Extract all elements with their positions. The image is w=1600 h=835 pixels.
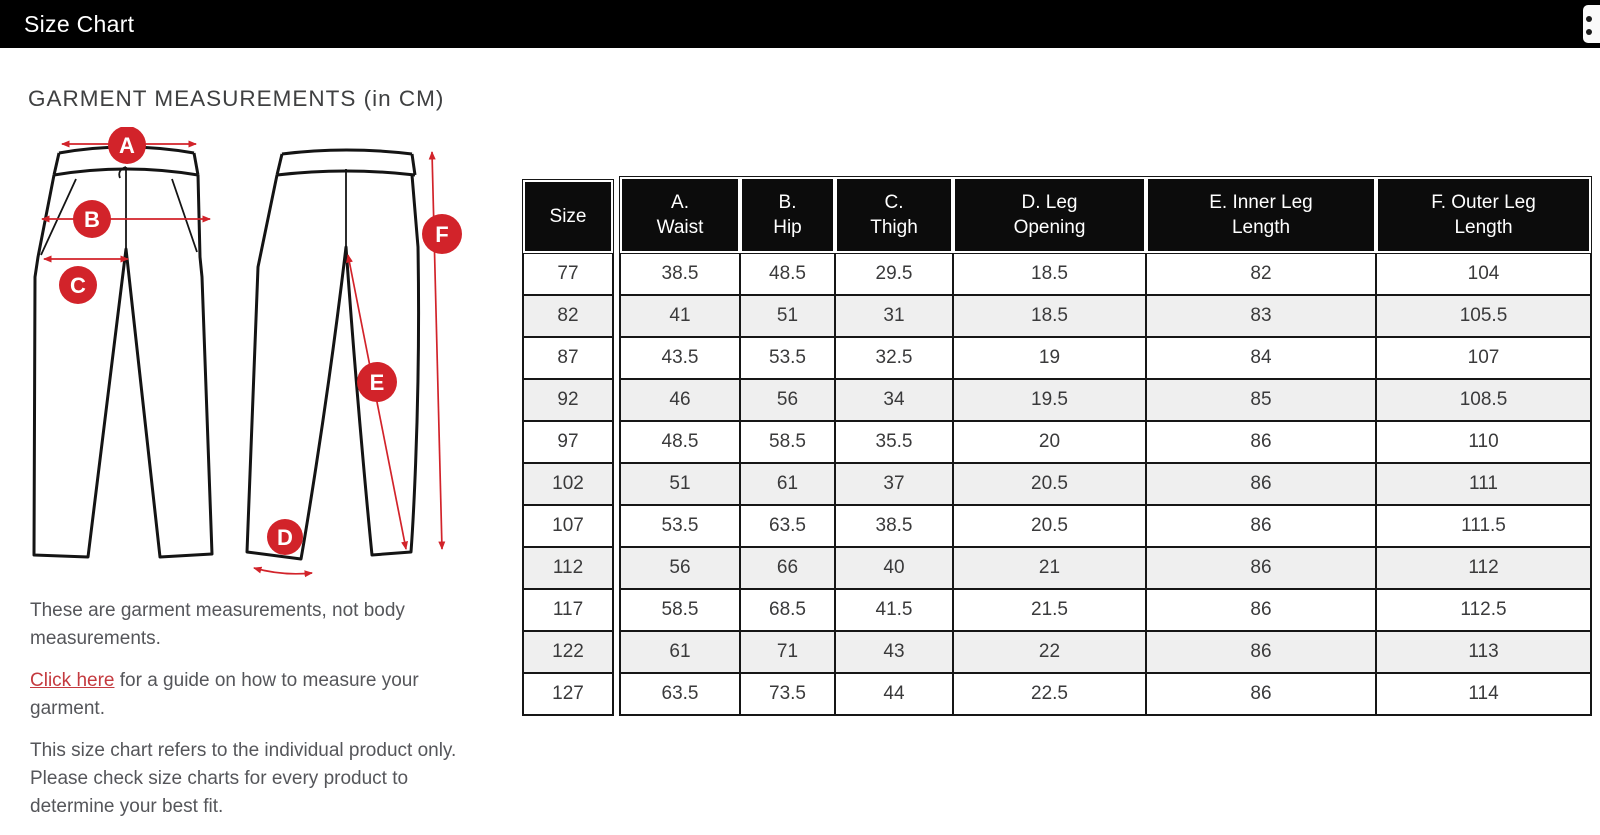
measurement-cell: 68.5: [740, 589, 835, 631]
size-row: [523, 337, 613, 379]
measurement-cell: 43: [835, 631, 953, 673]
measurement-cell: 22.5: [953, 673, 1146, 715]
measurement-cell: 41.5: [835, 589, 953, 631]
measurement-cell: 20: [953, 421, 1146, 463]
svg-text:E: E: [369, 370, 385, 395]
measurement-cell: 20.5: [953, 463, 1146, 505]
size-row: [523, 253, 613, 295]
pants-front-outline: [34, 147, 212, 557]
measurements-table: [619, 176, 1592, 716]
measurement-cell: 86: [1146, 463, 1376, 505]
page-title: GARMENT MEASUREMENTS (in CM): [28, 86, 445, 111]
size-cell: 97: [523, 421, 613, 463]
measurement-cell: 35.5: [835, 421, 953, 463]
measurement-cell: 105.5: [1376, 295, 1591, 337]
size-row: [523, 547, 613, 589]
column-header-leg-opening: D. Leg Opening: [953, 177, 1146, 253]
measurement-cell: 104: [1376, 253, 1591, 295]
measurement-cell: 41: [620, 295, 740, 337]
measurement-cell: 86: [1146, 673, 1376, 715]
measurement-cell: 84: [1146, 337, 1376, 379]
size-row: [523, 673, 613, 715]
measurement-cell: 111: [1376, 463, 1591, 505]
measurement-cell: 86: [1146, 421, 1376, 463]
measurement-cell: 32.5: [835, 337, 953, 379]
measurement-cell: 112.5: [1376, 589, 1591, 631]
marker-e: [357, 362, 397, 402]
measurement-cell: 63.5: [740, 505, 835, 547]
measurement-cell: 22: [953, 631, 1146, 673]
measure-guide-link[interactable]: Click here: [30, 670, 115, 691]
table-row: [620, 463, 1591, 505]
table-row: [620, 547, 1591, 589]
measurement-cell: 18.5: [953, 295, 1146, 337]
measurement-cell: 61: [740, 463, 835, 505]
measurement-cell: 86: [1146, 589, 1376, 631]
table-row: [620, 673, 1591, 715]
measurement-cell: 73.5: [740, 673, 835, 715]
measurement-cell: 20.5: [953, 505, 1146, 547]
measurement-cell: 111.5: [1376, 505, 1591, 547]
measurement-cell: 34: [835, 379, 953, 421]
measurement-cell: 38.5: [620, 253, 740, 295]
size-row: [523, 589, 613, 631]
column-header-inner-leg: E. Inner Leg Length: [1146, 177, 1376, 253]
column-header-size: Size: [523, 180, 613, 253]
measurement-cell: 71: [740, 631, 835, 673]
table-row: [620, 337, 1591, 379]
measurement-cell: 44: [835, 673, 953, 715]
size-cell: 112: [523, 547, 613, 589]
measurement-cell: 43.5: [620, 337, 740, 379]
table-row: [620, 379, 1591, 421]
pants-back-outline: [247, 150, 419, 559]
size-cell: 77: [523, 253, 613, 295]
modal-title: Size Chart: [24, 11, 135, 37]
measurement-cell: 53.5: [740, 337, 835, 379]
marker-f: [422, 214, 462, 254]
size-cell: 117: [523, 589, 613, 631]
size-cell: 122: [523, 631, 613, 673]
marker-c: [59, 266, 97, 304]
measurement-cell: 19: [953, 337, 1146, 379]
measurement-cell: 21.5: [953, 589, 1146, 631]
notes-block: [30, 597, 492, 835]
table-row: [620, 421, 1591, 463]
measurement-cell: 46: [620, 379, 740, 421]
size-row: [523, 505, 613, 547]
column-header-waist: A. Waist: [620, 177, 740, 253]
measurement-cell: 29.5: [835, 253, 953, 295]
note-garment: These are garment measurements, not body measurements.: [30, 600, 405, 649]
measurement-cell: 56: [740, 379, 835, 421]
measurement-cell: 108.5: [1376, 379, 1591, 421]
measurement-cell: 51: [740, 295, 835, 337]
measurement-cell: 66: [740, 547, 835, 589]
marker-d: [267, 519, 303, 555]
svg-text:D: D: [277, 525, 293, 550]
column-header-outer-leg: F. Outer Leg Length: [1376, 177, 1591, 253]
measurement-cell: 113: [1376, 631, 1591, 673]
size-row: [523, 631, 613, 673]
svg-text:C: C: [70, 273, 86, 298]
table-row: [620, 505, 1591, 547]
close-button[interactable]: [1583, 5, 1600, 43]
size-row: [523, 463, 613, 505]
measurement-cell: 58.5: [740, 421, 835, 463]
measurement-cell: 114: [1376, 673, 1591, 715]
measurement-cell: 21: [953, 547, 1146, 589]
measurement-cell: 107: [1376, 337, 1591, 379]
size-cell: 102: [523, 463, 613, 505]
size-table: [522, 176, 1592, 716]
note-guide: [30, 667, 492, 723]
garment-diagram: [14, 127, 484, 587]
size-cell: 87: [523, 337, 613, 379]
note-guide-rest: for a guide on how to measure your garment.: [30, 670, 419, 719]
measurement-cell: 19.5: [953, 379, 1146, 421]
marker-a: [108, 127, 146, 164]
size-cell: 127: [523, 673, 613, 715]
measurement-cell: 86: [1146, 547, 1376, 589]
marker-b: [73, 200, 111, 238]
measurement-cell: 110: [1376, 421, 1591, 463]
measurement-cell: 58.5: [620, 589, 740, 631]
table-row: [620, 631, 1591, 673]
measurement-cell: 48.5: [620, 421, 740, 463]
table-row: [620, 589, 1591, 631]
close-icon: [1586, 16, 1592, 22]
column-header-hip: B. Hip: [740, 177, 835, 253]
measurement-cell: 53.5: [620, 505, 740, 547]
column-header-thigh: C. Thigh: [835, 177, 953, 253]
svg-text:A: A: [119, 133, 135, 158]
measurement-cell: 51: [620, 463, 740, 505]
svg-text:F: F: [435, 222, 449, 247]
size-cell: 107: [523, 505, 613, 547]
size-cell: 82: [523, 295, 613, 337]
measurement-cell: 86: [1146, 631, 1376, 673]
measurement-cell: 38.5: [835, 505, 953, 547]
table-row: [620, 253, 1591, 295]
header-bar: [0, 0, 1600, 48]
measurement-cell: 40: [835, 547, 953, 589]
measurement-cell: 18.5: [953, 253, 1146, 295]
measurement-cell: 82: [1146, 253, 1376, 295]
size-row: [523, 379, 613, 421]
close-icon: [1586, 29, 1592, 35]
measurement-cell: 37: [835, 463, 953, 505]
measurement-cell: 86: [1146, 505, 1376, 547]
size-cell: 92: [523, 379, 613, 421]
measurement-cell: 112: [1376, 547, 1591, 589]
table-row: [620, 295, 1591, 337]
measurement-cell: 48.5: [740, 253, 835, 295]
measurement-cell: 85: [1146, 379, 1376, 421]
size-row: [523, 421, 613, 463]
svg-text:B: B: [84, 207, 100, 232]
measurement-cell: 31: [835, 295, 953, 337]
measurement-cell: 83: [1146, 295, 1376, 337]
measurement-cell: 61: [620, 631, 740, 673]
measurement-cell: 63.5: [620, 673, 740, 715]
size-column-table: [522, 179, 614, 716]
measurement-cell: 56: [620, 547, 740, 589]
note-individual: This size chart refers to the individual product only. Please check size charts for every product to determine your best fit.: [30, 740, 457, 817]
size-row: [523, 295, 613, 337]
